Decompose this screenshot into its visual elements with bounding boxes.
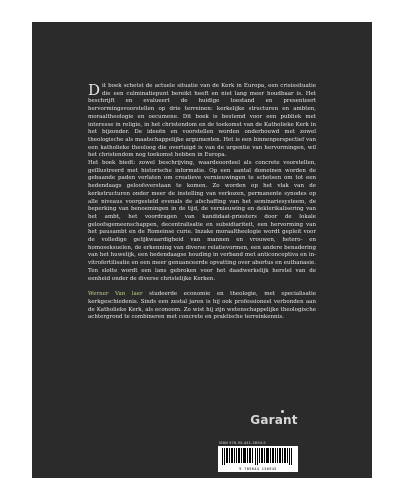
- author-bio: [88, 291, 316, 322]
- author-bio-text: studeerde economie en theologie, met specialisatie kerkgeschiedenis. Sinds een zestal jaren is hij ook professioneel verbonden aan de Katholieke Kerk, als econoom. Zo wist hij zijn wetenschappelijke theologische achtergrond te combineren met concrete en praktische terreinkennis.: [88, 291, 316, 321]
- book-back-cover: [32, 22, 372, 478]
- blurb-paragraph-1-text: it boek schetst de actuele situatie van de Kerk in Europa, een crisissituatie die een culminatiepunt bereikt heeft en niet lang meer houdbaar is. Het beschrijft en evalueert de huidige toestand en presenteert hervormingsvoorstellen op drie terreinen: kerkelijke structuren en ambten, moraaltheologie en oecumene. Dit boek is bestemd voor een publiek met interesse in religie, in het christendom en de toekomst van de Katholieke Kerk in het bijzonder. De ideeën en voorstellen worden onderbouwd met zowel theologische als maatschappelijke argumenten. Het is een binnenperspectief van een katholieke theoloog die overtuigd is van de urgentie van hervormingen, wil het christendom nog toekomst hebben in Europa.: [88, 83, 316, 159]
- blurb-paragraph-1: [88, 83, 316, 160]
- publisher-logo-text: Garant: [250, 413, 298, 427]
- blurb-paragraph-2: [88, 160, 316, 283]
- blurb-paragraph-2-text: Het boek biedt: zowel beschrijving, waardeoordeel als concrete voorstellen, geïllustreerd met historische informatie. Op een aantal domeinen worden de gebaande paden verlaten om creatieve vernieuwingen te schetsen om tot een hedendaags geloofsverstaan te komen. Zo worden op het vlak van de kerkstructuren onder meer de instelling van verkozen, permanente synodes op alle niveaus voorgesteld evenals de afschaffing van het seminariesysteem, de beperking van benoemingen in de tijd, de vernieuwing en deklerikalisering van het ambt, het voordragen van kandidaat-priesters door de lokale geloofsgemeenschappen, decentralisatie en subsidiariteit, een hervorming van het pausambt en de Romeinse curie. Inzake moraaltheologie wordt gepleit voor de volledige gelijkwaardigheid van mannen en vrouwen, hetero- en homoseksuelen, de erkenning van diverse relatievormen, een andere benadering van het huwelijk, een hedendaagse houding in verband met anticonceptiva en in-vitrofertilisatie en een meer genuanceerde opvatting over abortus en euthanasie. Ten slotte wordt een lans gebroken voor het daadwerkelijk herstel van de eenheid onder de diverse christelijke Kerken.: [88, 160, 316, 282]
- blurb-text-column: [88, 83, 316, 322]
- author-name: Werner Van laer: [88, 291, 143, 298]
- barcode-digits: 9 789044 136945: [239, 467, 277, 471]
- isbn-label: ISBN 978-90-441-3694-5: [219, 441, 266, 445]
- drop-cap: D: [88, 81, 101, 99]
- barcode-bars-icon: [222, 448, 294, 465]
- barcode: [218, 446, 298, 472]
- publisher-logo: [248, 409, 300, 431]
